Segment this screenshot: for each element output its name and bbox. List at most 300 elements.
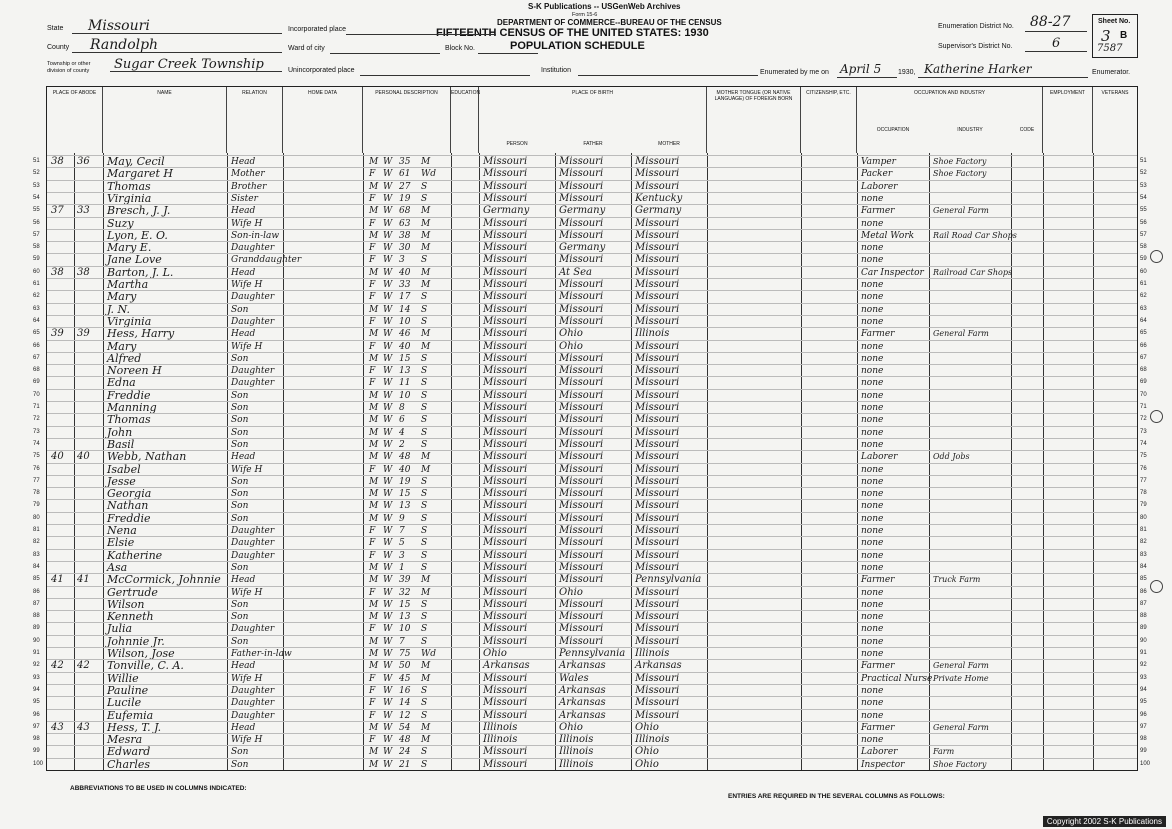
cell-mbp: Missouri (635, 463, 680, 475)
line-number-right: 70 (1140, 391, 1147, 398)
line-number-right: 68 (1140, 367, 1147, 374)
cell-occ: none (861, 403, 884, 413)
cell-occ: none (861, 353, 884, 364)
cell-race: W (383, 698, 393, 709)
line-number-right: 91 (1140, 650, 1147, 656)
cell-ms: M (421, 157, 431, 167)
cell-age: 13 (399, 501, 411, 512)
cell-occ: none (861, 427, 884, 438)
cell-occ: none (861, 538, 884, 549)
cell-fbp: Missouri (559, 217, 604, 229)
supervisor-underline (1025, 51, 1087, 52)
cell-fbp: Arkansas (559, 660, 606, 672)
cell-age: 27 (399, 181, 411, 192)
block-label: Block No. (445, 45, 475, 52)
cell-sex: M (369, 649, 379, 659)
table-row (33, 425, 1147, 439)
cell-name: Gertrude (107, 585, 158, 599)
cell-age: 30 (399, 243, 411, 254)
cell-mbp: Missouri (635, 525, 680, 536)
line-number-left: 78 (33, 490, 40, 497)
cell-name: Suzy (107, 216, 134, 230)
cell-rel: Daughter (231, 378, 275, 389)
cell-bp: Missouri (483, 254, 528, 266)
cell-bp: Missouri (483, 328, 528, 340)
cell-fam (77, 759, 101, 772)
line-number-left: 100 (33, 760, 44, 767)
cell-bp: Missouri (483, 586, 528, 598)
cell-sex: F (369, 255, 376, 266)
cell-rel: Head (231, 722, 256, 733)
cell-rel: Wife H (231, 341, 263, 352)
cell-fbp: Illinois (559, 758, 594, 770)
cell-rel: Mother (231, 169, 265, 180)
cell-ind: Shoe Factory (933, 169, 987, 179)
cell-rel: Son (231, 562, 249, 573)
supervisor-value: 6 (1052, 36, 1061, 51)
line-number-left: 77 (33, 477, 40, 484)
table-row (33, 622, 1147, 636)
line-number-right: 78 (1140, 490, 1147, 497)
cell-rel: Sister (231, 193, 258, 204)
col-industry: INDUSTRY (957, 127, 983, 133)
cell-age: 40 (399, 341, 411, 352)
cell-sex: F (369, 698, 376, 709)
cell-fbp: Missouri (559, 500, 604, 512)
enumerated-label: Enumerated by me on (760, 69, 829, 76)
table-row (33, 204, 1147, 218)
cell-occ: none (861, 476, 884, 487)
cell-ms: M (421, 575, 431, 586)
cell-name: Lucile (107, 696, 142, 710)
cell-age: 14 (399, 304, 411, 315)
cell-name: Thomas (107, 179, 151, 193)
cell-ms: S (421, 562, 428, 573)
sheet-stamp: 7587 (1097, 43, 1123, 54)
table-row (33, 610, 1147, 624)
cell-name: Thomas (107, 413, 151, 427)
cell-ms: S (421, 353, 428, 364)
cell-occ: none (861, 366, 884, 377)
line-number-left: 68 (33, 367, 40, 374)
cell-fbp: Germany (559, 242, 606, 254)
cell-rel: Daughter (231, 710, 275, 721)
cell-sex: M (369, 562, 379, 573)
cell-rel: Head (231, 661, 256, 672)
cell-name: Virginia (107, 314, 152, 328)
cell-occ: none (861, 415, 884, 426)
cell-fbp: Missouri (559, 451, 604, 463)
institution-label: Institution (541, 67, 571, 74)
cell-bp: Missouri (483, 414, 528, 426)
cell-rel: Daughter (231, 550, 275, 561)
line-number-left: 87 (33, 600, 40, 607)
cell-rel: Son (231, 439, 249, 450)
line-number-left: 61 (33, 281, 40, 287)
cell-ms: S (421, 759, 428, 770)
cell-sex: F (369, 280, 376, 290)
cell-fbp: Missouri (559, 192, 604, 204)
cell-sex: F (369, 624, 376, 635)
cell-fbp: Missouri (559, 611, 604, 623)
cell-bp: Missouri (483, 426, 528, 438)
cell-age: 46 (399, 329, 411, 340)
unincorporated-underline (360, 75, 530, 76)
institution-underline (578, 75, 758, 76)
cell-bp: Missouri (483, 266, 528, 278)
cell-name: Jesse (107, 474, 136, 488)
table-row (33, 401, 1147, 414)
cell-sex: M (369, 157, 379, 167)
cell-bp: Missouri (483, 229, 528, 241)
cell-name: Tonville, C. A. (107, 659, 184, 673)
census-table (33, 86, 1151, 771)
cell-fbp: Missouri (559, 598, 604, 610)
line-number-right: 98 (1140, 736, 1147, 743)
cell-occ: none (861, 304, 884, 315)
year-suffix: 1930, (898, 69, 916, 76)
cell-occ: none (861, 562, 884, 573)
cell-mbp: Pennsylvania (635, 574, 702, 586)
cell-race: W (383, 489, 393, 500)
cell-ms: M (421, 206, 431, 217)
cell-name: McCormick, Johnnie (107, 573, 221, 587)
cell-fbp: Missouri (559, 512, 604, 524)
cell-bp: Ohio (483, 648, 507, 659)
cell-race: W (383, 157, 393, 167)
cell-occ: none (861, 316, 884, 327)
cell-fbp: Missouri (559, 229, 604, 241)
cell-dw: 43 (51, 721, 64, 733)
cell-fbp: Wales (559, 672, 589, 684)
cell-occ: none (861, 255, 884, 266)
department-title: DEPARTMENT OF COMMERCE--BUREAU OF THE CENSUS (497, 18, 722, 27)
cell-name: Willie (107, 671, 139, 685)
cell-rel: Son (231, 759, 249, 770)
col-father: FATHER (583, 141, 603, 147)
cell-mbp: Missouri (635, 635, 680, 647)
cell-age: 48 (399, 452, 411, 463)
cell-occ: Practical Nurse (861, 673, 933, 684)
cell-race: W (383, 735, 393, 746)
cell-sex: F (369, 169, 376, 180)
line-number-left: 75 (33, 453, 40, 460)
cell-rel: Wife H (231, 280, 263, 290)
cell-age: 19 (399, 193, 411, 204)
cell-age: 10 (399, 316, 411, 327)
cell-rel: Wife H (231, 587, 263, 598)
cell-occ: none (861, 464, 884, 475)
line-number-left: 52 (33, 170, 40, 177)
cell-name: J. N. (107, 302, 130, 316)
cell-ms: S (421, 439, 428, 450)
table-row (33, 364, 1147, 378)
cell-name: Freddie (107, 388, 151, 402)
line-number-left: 65 (33, 330, 40, 337)
cell-occ: Farmer (861, 661, 895, 672)
line-number-left: 53 (33, 182, 40, 189)
cell-age: 39 (399, 575, 411, 586)
cell-mbp: Missouri (635, 156, 680, 167)
cell-race: W (383, 304, 393, 315)
cell-occ: none (861, 685, 884, 696)
col-mother-tongue: MOTHER TONGUE (OR NATIVE LANGUAGE) OF FOREIGN BORN (707, 87, 801, 153)
cell-occ: none (861, 218, 884, 229)
cell-race: W (383, 427, 393, 438)
cell-bp: Missouri (483, 451, 528, 463)
cell-fbp: Missouri (559, 623, 604, 635)
cell-ind: General Farm (933, 206, 989, 216)
cell-bp: Missouri (483, 623, 528, 635)
cell-fbp: Missouri (559, 180, 604, 192)
cell-sex: F (369, 673, 376, 684)
cell-rel: Granddaughter (231, 255, 302, 266)
cell-ms: S (421, 366, 428, 377)
cell-bp: Illinois (483, 734, 518, 746)
cell-race: W (383, 501, 393, 512)
form-number: Form 15-6 (572, 12, 598, 18)
cell-sex: F (369, 292, 376, 303)
table-row (33, 499, 1147, 513)
cell-dw: 39 (51, 328, 64, 340)
cell-dw: 40 (51, 451, 64, 463)
township-label: Township or other division of county (47, 61, 91, 74)
cell-mbp: Missouri (635, 500, 680, 512)
cell-dw: 41 (51, 574, 64, 586)
cell-bp: Missouri (483, 180, 528, 192)
line-number-left: 58 (33, 244, 40, 251)
sheet-footer (0, 771, 1172, 829)
cell-bp: Missouri (483, 217, 528, 229)
cell-occ: Inspector (861, 759, 905, 770)
cell-name: Elsie (107, 536, 135, 550)
cell-fbp: Missouri (559, 279, 604, 290)
cell-fam: 41 (77, 574, 90, 586)
cell-ind: Railroad Car Shops (933, 267, 1013, 277)
cell-age: 32 (399, 587, 411, 598)
cell-bp: Missouri (483, 377, 528, 389)
cell-bp: Missouri (483, 697, 528, 709)
cell-fbp: Ohio (559, 721, 583, 733)
cell-bp: Missouri (483, 279, 528, 290)
cell-age: 13 (399, 612, 411, 623)
cell-mbp: Missouri (635, 475, 680, 487)
table-row (33, 351, 1147, 365)
col-name: NAME (103, 87, 227, 153)
cell-ms: S (421, 624, 428, 635)
cell-bp: Missouri (483, 365, 528, 377)
cell-fbp: Missouri (559, 303, 604, 315)
cell-sex: M (369, 722, 379, 733)
cell-age: 21 (399, 759, 411, 770)
cell-ms: M (421, 722, 431, 733)
cell-dw: 38 (51, 266, 64, 278)
cell-name: Mary E. (107, 241, 152, 255)
cell-sex: F (369, 366, 376, 377)
cell-occ: none (861, 489, 884, 500)
line-number-right: 77 (1140, 477, 1147, 484)
cell-mbp: Missouri (635, 168, 680, 180)
cell-sex: M (369, 304, 379, 315)
line-number-right: 69 (1140, 379, 1147, 386)
cell-mbp: Illinois (635, 734, 670, 746)
table-row (33, 474, 1147, 488)
cell-rel: Daughter (231, 366, 275, 377)
cell-name: Asa (107, 560, 128, 574)
cell-rel: Son (231, 513, 249, 524)
cell-ms: S (421, 526, 428, 536)
line-number-right: 65 (1140, 330, 1147, 337)
cell-dw: 42 (51, 660, 64, 672)
cell-age: 5 (399, 538, 405, 549)
cell-name: Hess, T. J. (107, 720, 162, 734)
county-value: Randolph (90, 37, 159, 53)
cell-fam: 39 (77, 328, 90, 340)
cell-occ: none (861, 501, 884, 512)
cell-ms: S (421, 255, 428, 266)
cell-fbp: Germany (559, 205, 606, 217)
cell-name: Mesra (107, 733, 143, 747)
cell-bp: Missouri (483, 192, 528, 204)
cell-age: 16 (399, 685, 411, 696)
cell-fbp: Missouri (559, 525, 604, 536)
cell-sex: M (369, 427, 379, 438)
cell-bp: Arkansas (483, 660, 530, 672)
abbreviations-title: ABBREVIATIONS TO BE USED IN COLUMNS INDICATED: (70, 785, 247, 792)
cell-age: 63 (399, 218, 411, 229)
line-number-left: 88 (33, 613, 40, 620)
cell-fbp: Illinois (559, 734, 594, 746)
cell-bp: Missouri (483, 537, 528, 549)
cell-mbp: Missouri (635, 537, 680, 549)
line-number-left: 79 (33, 502, 40, 509)
cell-rel: Wife H (231, 464, 263, 475)
cell-rel: Son (231, 390, 249, 401)
cell-sex: M (369, 636, 379, 647)
cell-sex: M (369, 353, 379, 364)
line-number-right: 67 (1140, 354, 1147, 361)
cell-ind: Odd Jobs (933, 452, 970, 462)
cell-rel: Son (231, 612, 249, 623)
cell-rel: Son (231, 476, 249, 487)
cell-rel: Head (231, 452, 256, 463)
cell-name: Nathan (107, 499, 149, 513)
cell-race: W (383, 661, 393, 672)
cell-mbp: Missouri (635, 672, 680, 684)
cell-ms: M (421, 243, 431, 254)
line-number-left: 74 (33, 440, 40, 447)
cell-rel: Brother (231, 181, 267, 192)
cell-name: Pauline (107, 683, 149, 697)
cell-name: Noreen H (107, 364, 162, 378)
cell-ms: S (421, 612, 428, 623)
col-citizenship: CITIZENSHIP, ETC. (801, 87, 857, 153)
table-row (33, 278, 1147, 291)
cell-bp: Missouri (483, 758, 528, 770)
cell-fam: 33 (77, 205, 90, 217)
cell-ms: S (421, 698, 428, 709)
cell-bp: Missouri (483, 352, 528, 364)
cell-name: Freddie (107, 511, 151, 525)
cell-rel: Son (231, 427, 249, 438)
cell-sex: M (369, 452, 379, 463)
line-number-left: 99 (33, 748, 40, 755)
cell-bp: Missouri (483, 635, 528, 647)
line-number-left: 98 (33, 736, 40, 743)
line-number-left: 82 (33, 539, 40, 546)
cell-age: 2 (399, 439, 405, 450)
cell-fbp: Missouri (559, 291, 604, 303)
col-education: EDUCATION (451, 87, 479, 153)
cell-mbp: Missouri (635, 266, 680, 278)
cell-age: 19 (399, 476, 411, 487)
line-number-left: 85 (33, 576, 40, 583)
cell-mbp: Missouri (635, 451, 680, 463)
line-number-right: 57 (1140, 231, 1147, 238)
cell-race: W (383, 476, 393, 487)
sheet-number-box (1092, 14, 1138, 58)
cell-bp: Missouri (483, 475, 528, 487)
table-row (33, 228, 1147, 242)
cell-fbp: Arkansas (559, 709, 606, 721)
table-row (33, 696, 1147, 710)
cell-occ: Packer (861, 169, 893, 180)
cell-bp: Germany (483, 205, 530, 217)
line-number-right: 66 (1140, 342, 1147, 349)
cell-race: W (383, 710, 393, 721)
enum-district-label: Enumeration District No. (938, 23, 1014, 30)
cell-sex: F (369, 243, 376, 254)
line-number-right: 92 (1140, 662, 1147, 669)
cell-age: 1 (399, 562, 405, 573)
line-number-right: 58 (1140, 244, 1147, 251)
cell-ms: S (421, 378, 428, 389)
cell-mbp: Missouri (635, 389, 680, 401)
cell-bp: Missouri (483, 512, 528, 524)
cell-rel: Son (231, 403, 249, 413)
cell-occ: none (861, 710, 884, 721)
cell-bp: Missouri (483, 549, 528, 561)
line-number-left: 80 (33, 514, 40, 521)
line-number-right: 87 (1140, 600, 1147, 607)
cell-race: W (383, 759, 393, 770)
cell-occ: Vamper (861, 157, 896, 167)
cell-mbp: Missouri (635, 684, 680, 696)
cell-rel: Wife H (231, 218, 263, 229)
cell-race: W (383, 624, 393, 635)
cell-mbp: Missouri (635, 709, 680, 721)
entries-title: ENTRIES ARE REQUIRED IN THE SEVERAL COLUMNS AS FOLLOWS: (728, 793, 945, 800)
cell-rel: Daughter (231, 292, 275, 303)
cell-rel: Daughter (231, 526, 275, 536)
cell-occ: none (861, 378, 884, 389)
cell-name: May, Cecil (107, 155, 165, 168)
cell-mbp: Missouri (635, 598, 680, 610)
sheet-value: 3 (1101, 27, 1111, 45)
line-number-left: 67 (33, 354, 40, 361)
enumerator-label: Enumerator. (1092, 69, 1131, 76)
cell-rel: Daughter (231, 685, 275, 696)
cell-race: W (383, 538, 393, 549)
cell-age: 50 (399, 661, 411, 672)
cell-ms: M (421, 735, 431, 746)
cell-fbp: Missouri (559, 168, 604, 180)
cell-bp: Missouri (483, 389, 528, 401)
line-number-right: 76 (1140, 465, 1147, 472)
cell-age: 17 (399, 292, 411, 303)
cell-race: W (383, 562, 393, 573)
table-row (33, 376, 1147, 390)
